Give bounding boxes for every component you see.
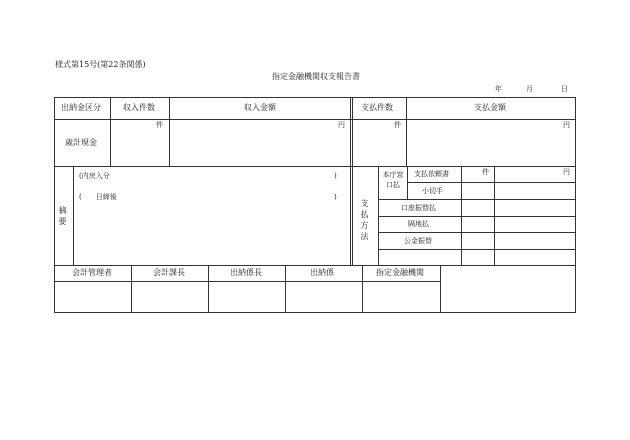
- unit-ken-receipt: 件: [156, 121, 163, 129]
- form-id: 様式第15号(第22条関係): [55, 60, 146, 69]
- header-payment-amount: 支払金額: [474, 103, 506, 112]
- pm-row-line-3: [378, 216, 575, 217]
- bottom-border: [54, 312, 576, 313]
- col-divider-2: [169, 97, 170, 166]
- pm-row-line-2: [378, 199, 575, 200]
- pm-row-0: 支払依頼書: [414, 170, 449, 178]
- page-title: 指定金融機関収支報告書: [272, 72, 360, 81]
- date-year: 年: [495, 85, 502, 93]
- remarks-label: 摘要: [58, 206, 67, 226]
- date-month: 月: [526, 85, 533, 93]
- row-label-cash: 歳計現金: [65, 138, 97, 147]
- header-payment-count: 支払件数: [361, 103, 393, 112]
- pm-row-line-4: [378, 232, 575, 233]
- middle-divider-a: [350, 166, 351, 265]
- pm-sub-label: 本庁窓口払: [382, 171, 404, 189]
- col-divider-3b: [352, 97, 353, 166]
- pm-row-3: 隔地払: [408, 220, 429, 228]
- unit-ken-payment: 件: [394, 121, 401, 129]
- signature-header-divider: [54, 281, 441, 282]
- pm-row-1: 小切手: [422, 187, 443, 195]
- header-receipt-amount: 収入金額: [244, 103, 276, 112]
- sig-divider-2: [208, 265, 209, 312]
- sig-label-1: 会計課長: [153, 268, 185, 277]
- pm-row-2: 口座振替払: [401, 204, 436, 212]
- top-border: [54, 97, 576, 98]
- pm-unit-ken: 件: [482, 168, 489, 176]
- sig-label-4: 指定金融機関: [376, 268, 424, 277]
- top-table-bottom: [54, 166, 576, 167]
- middle-divider-b: [352, 166, 353, 265]
- remarks-label-divider: [73, 166, 74, 265]
- sig-divider-3: [285, 265, 286, 312]
- sig-label-0: 会計管理者: [72, 268, 112, 277]
- remarks-line1-close: ): [334, 172, 337, 180]
- payment-method-label: 支払方法: [360, 199, 369, 241]
- header-receipt-count: 収入件数: [123, 103, 155, 112]
- sig-label-3: 出納係: [310, 268, 334, 277]
- pm-unit-en: 円: [563, 168, 570, 176]
- col-divider-4: [406, 97, 407, 166]
- middle-bottom: [54, 265, 576, 266]
- remarks-line2-close: ): [334, 193, 337, 201]
- sig-divider-1: [131, 265, 132, 312]
- col-divider-3: [350, 97, 351, 166]
- remarks-line2: ( 日締後: [79, 193, 117, 201]
- col-divider-1: [110, 97, 111, 166]
- header-divider: [54, 119, 576, 120]
- right-border: [575, 97, 576, 313]
- pm-row-line-5: [378, 249, 575, 250]
- date-day: 日: [561, 85, 568, 93]
- sig-label-2: 出納係長: [230, 268, 262, 277]
- header-category: 出納金区分: [61, 103, 101, 112]
- sig-divider-5: [440, 265, 441, 312]
- sig-divider-4: [362, 265, 363, 312]
- remarks-line1: (内戻入分: [79, 172, 110, 180]
- pm-row-line-1: [407, 182, 575, 183]
- unit-en-receipt: 円: [338, 121, 345, 129]
- unit-en-payment: 円: [563, 121, 570, 129]
- pm-row-4: 公金振替: [404, 237, 432, 245]
